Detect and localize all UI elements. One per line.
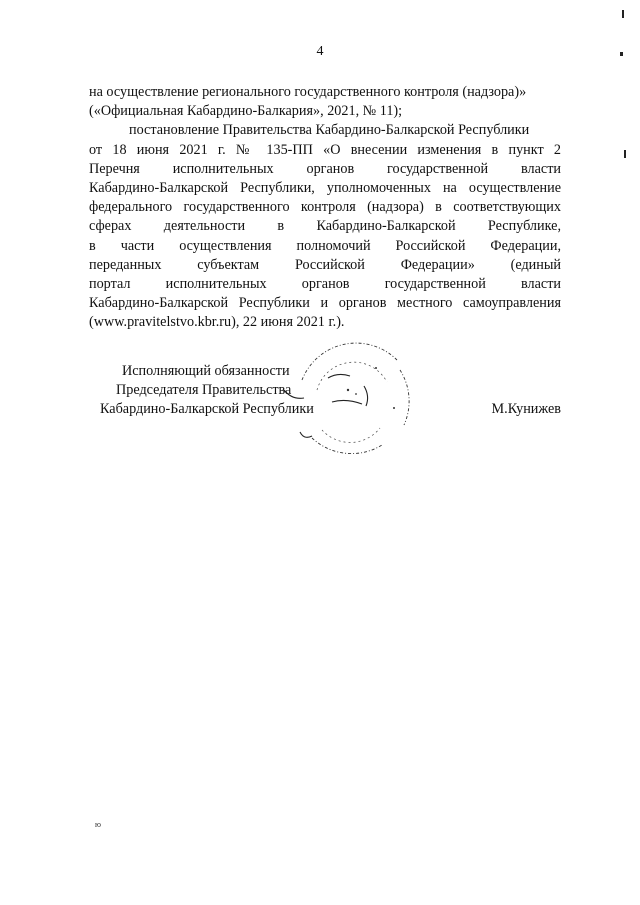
text-line: постановление Правительства Кабардино-Балкарской Республики [129,122,530,139]
text-line: портал исполнительных органов государственной власти [89,275,561,292]
signatory-title-line: Исполняющий обязанности [122,363,290,379]
text-line: Перечня исполнительных органов государственной власти [89,160,561,177]
signatory-title-line: Кабардино-Балкарской Республики [100,401,314,417]
text-line: в части осуществления полномочий Российской Федерации, [89,237,561,254]
scan-artifact [624,150,626,158]
footer-mark: ю [95,820,101,829]
scan-artifact [620,52,623,56]
text-line: переданных субъектам Российской Федерации» (единый [89,256,561,273]
page-number: 4 [316,44,324,59]
text-line: от 18 июня 2021 г. № 135-ПП «О внесении изменения в пункт 2 [89,141,561,158]
signatory-title-line: Председателя Правительства [116,382,292,398]
signature-block [0,362,640,442]
text-line: («Официальная Кабардино-Балкария», 2021, № 11); [89,103,403,120]
text-line: федерального государственного контроля (надзора) в соответствующих [89,199,561,216]
signatory-name: М.Кунижев [491,401,561,417]
text-line: на осуществление регионального государственного контроля (надзора)» [89,84,527,100]
text-line: сферах деятельности в Кабардино-Балкарской Республике, [89,218,561,235]
text-line: (www.pravitelstvo.kbr.ru), 22 июня 2021 г.). [89,314,345,331]
text-line: Кабардино-Балкарской Республики и органов местного самоуправления [89,295,561,312]
document-body [89,83,561,333]
scan-artifact [622,10,624,18]
text-line: Кабардино-Балкарской Республики, уполномоченных на осуществление [89,179,561,196]
